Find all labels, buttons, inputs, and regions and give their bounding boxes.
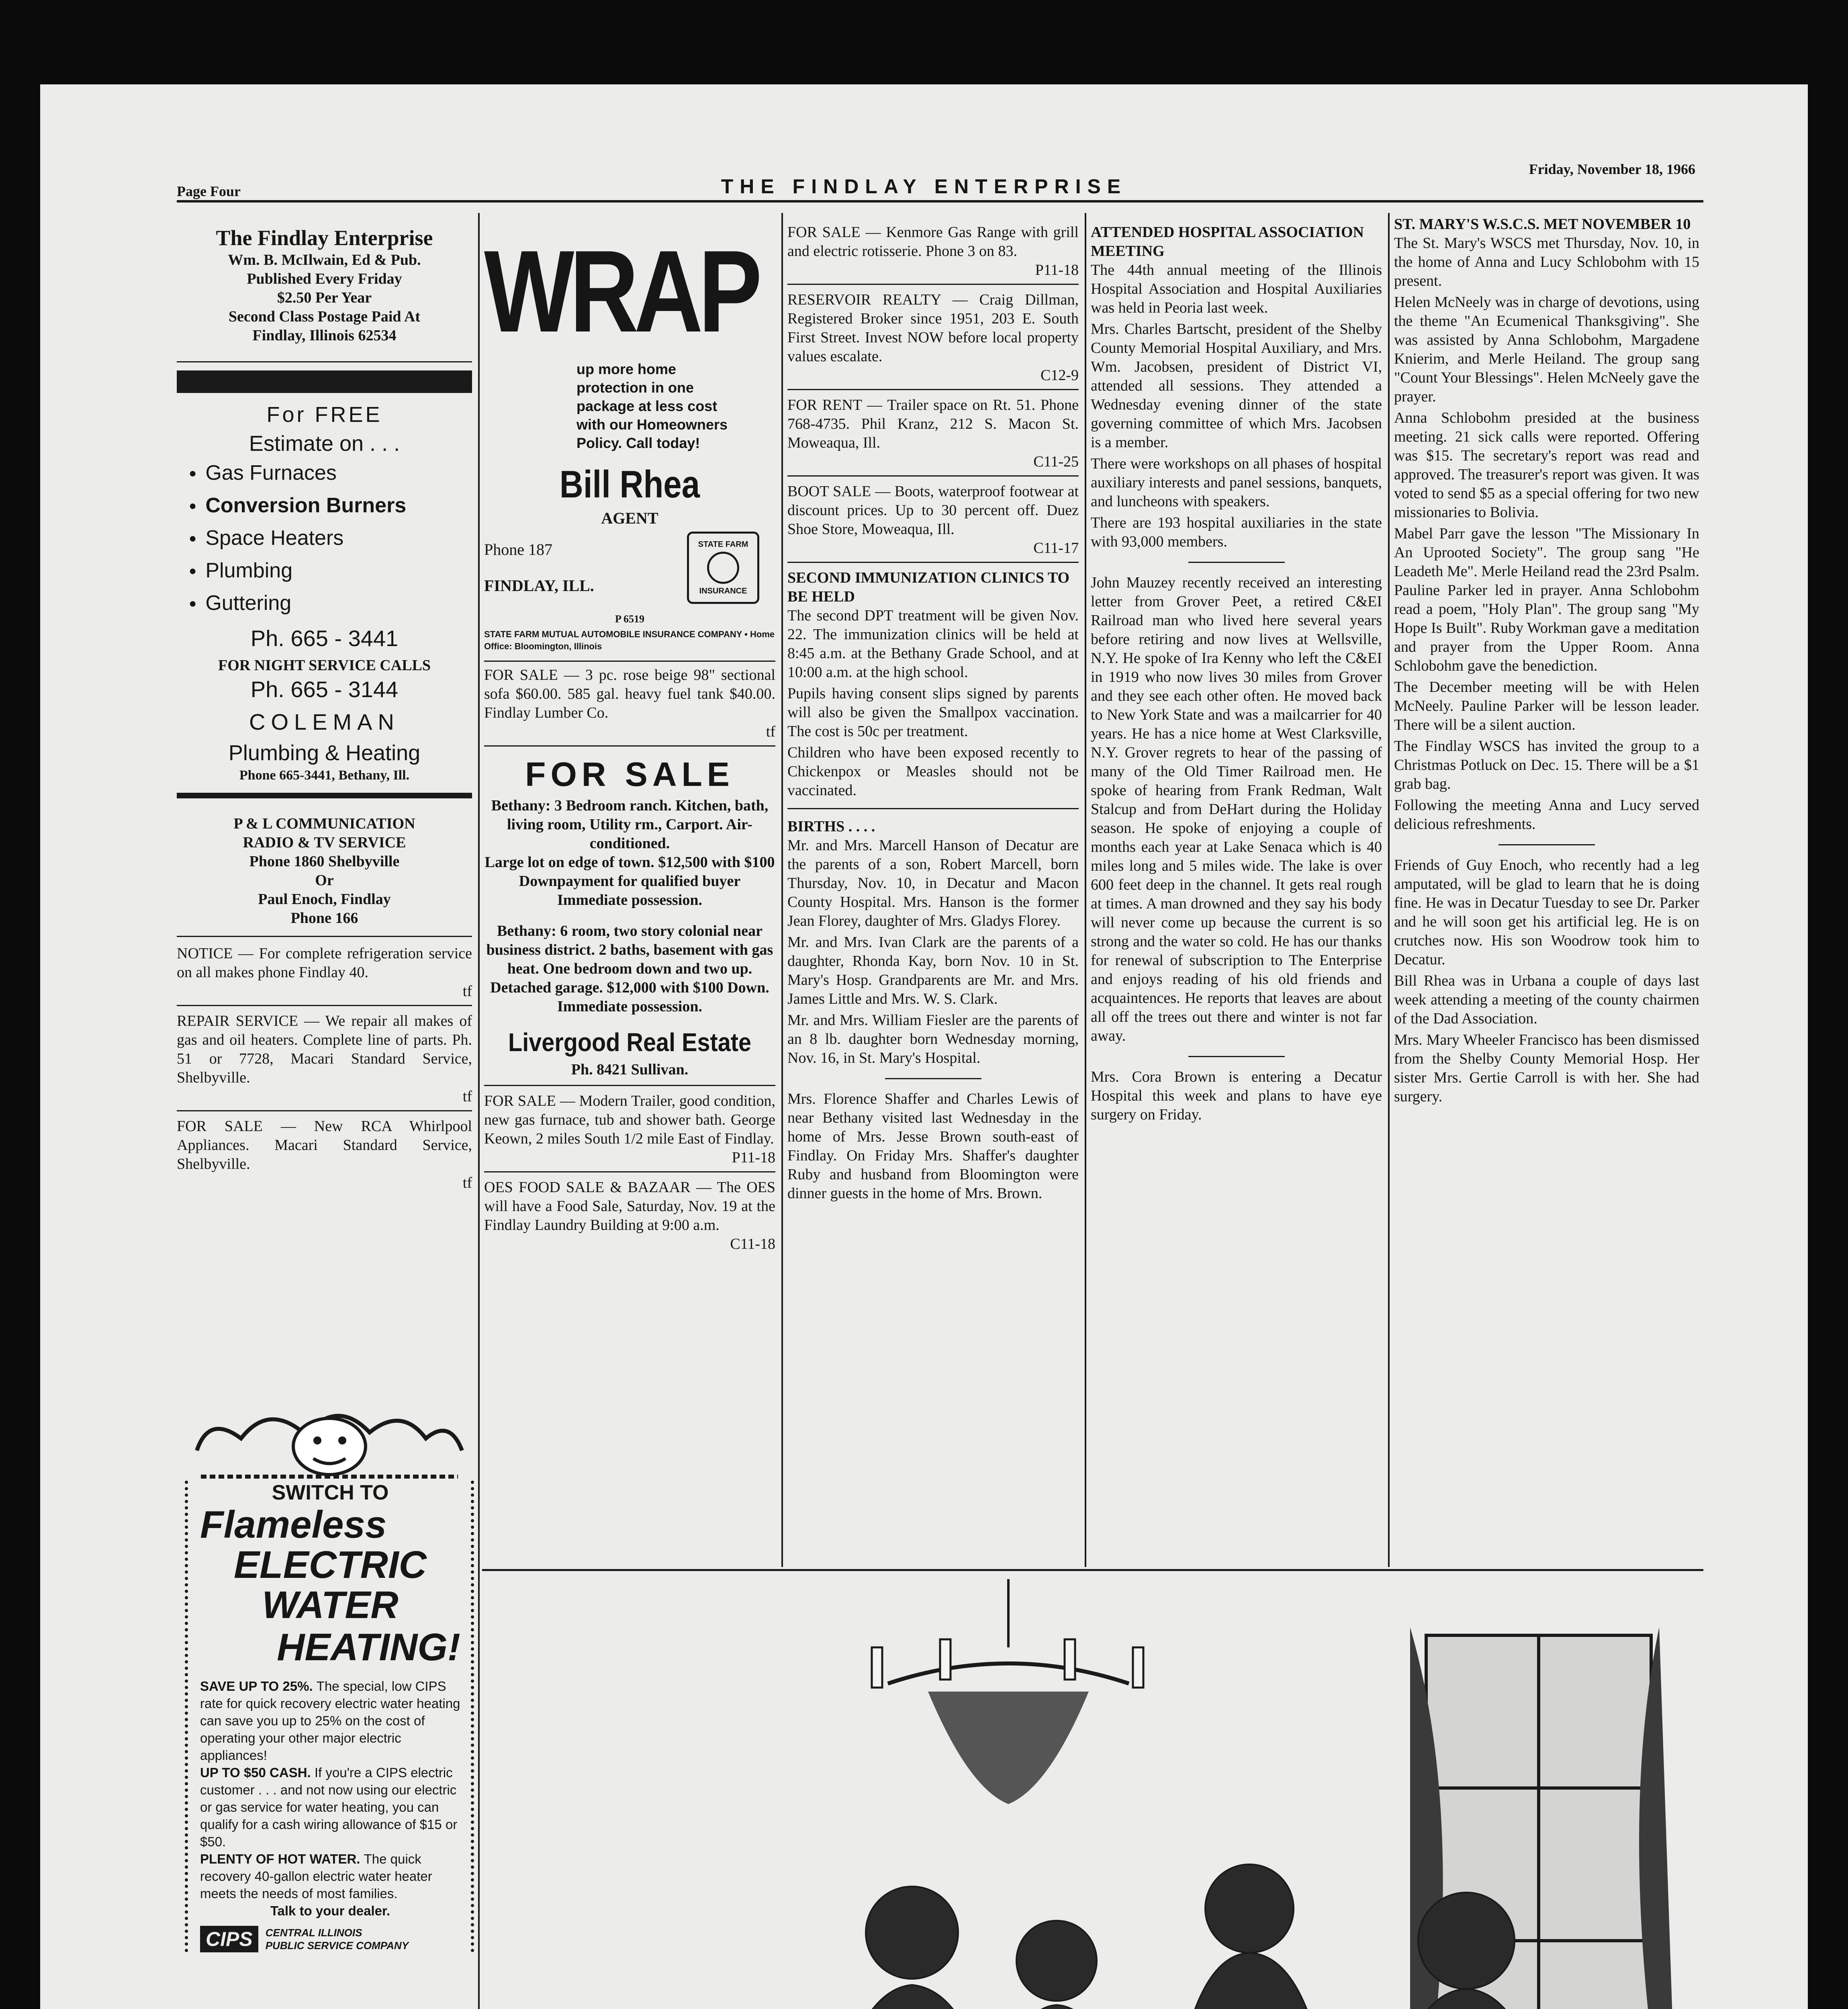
cips-para: PLENTY OF HOT WATER. The quick recovery 40-gallon electric water heater meets the needs of most families. (200, 1851, 432, 1901)
family-dinner-illustration (486, 1579, 1699, 2009)
column-divider (478, 213, 480, 2009)
enoch-item: Friends of Guy Enoch, who recently had a leg amputated, will be glad to learn that he is doing fine. He was in Decatur Tuesday to see Dr. Parker and he will soon get his artificial leg. He is on crutches now. His son Woodrow took him to Decatur. (1394, 857, 1699, 968)
headline-electric: ELECTRIC (234, 1543, 427, 1586)
cips-para: SAVE UP TO 25%. The special, low CIPS rate for quick recovery electric water heating can save you up to 25% on the cost of operating your other major electric appliances! (200, 1679, 460, 1763)
coleman-name: COLEMAN (249, 709, 400, 734)
phone-line: Ph. 665 - 3441 (250, 626, 399, 651)
editor-line: Wm. B. McIlwain, Ed & Pub. (228, 252, 421, 268)
pl-line: Paul Enoch, Findlay (258, 891, 391, 908)
ad-bar (177, 793, 472, 798)
classified-ad: FOR SALE — 3 pc. rose beige 98" sectional sofa $60.00. 585 gal. heavy fuel tank $40.00. Findlay Lumber Co. tf (484, 666, 775, 747)
classified-ad: NOTICE — For complete refrigeration service on all makes phone Findlay 40. tf (177, 944, 472, 1006)
service-item: ● Plumbing (189, 556, 472, 588)
wrap-pitch: up more home protection in one package at less cost with our Homeowners Policy. Call today! (576, 361, 728, 451)
service-list (177, 458, 472, 621)
for-sale-headline: FOR SALE (525, 755, 734, 793)
column-1 (177, 225, 472, 1202)
column-divider (1085, 213, 1086, 1567)
left-classifieds (177, 944, 472, 1197)
pl-line: Phone 1860 Shelbyville (249, 853, 400, 870)
coleman-business: Plumbing & Heating (228, 741, 421, 765)
headline-water: WATER (262, 1583, 399, 1626)
service-item: ● Space Heaters (189, 523, 472, 556)
cips-water-heater-ad (185, 1390, 474, 2009)
column-divider (1388, 213, 1390, 1567)
published-line: Published Every Friday (247, 270, 402, 287)
service-item: ● Guttering (189, 588, 472, 621)
service-item: ● Conversion Burners (189, 491, 472, 523)
pl-ad (177, 814, 472, 937)
wrap-company: STATE FARM MUTUAL AUTOMOBILE INSURANCE COMPANY • Home Office: Bloomington, Illinois (484, 629, 775, 651)
ad-top-rule (482, 1569, 1703, 1571)
estimate-on: Estimate on . . . (249, 432, 400, 456)
cips-para: UP TO $50 CASH. If you're a CIPS electric customer . . . and not now using our electric or gas service for water heating, you can qualify for a cash wiring allowance of $15 or $50. (200, 1765, 458, 1849)
column-4 (1091, 223, 1382, 1127)
article-headline: ATTENDED HOSPITAL ASSOCIATION MEETING (1091, 224, 1364, 260)
service-item: ● Gas Furnaces (189, 458, 472, 491)
wrap-headline: WRAP (484, 226, 758, 356)
classified-ad: REPAIR SERVICE — We repair all makes of gas and oil heaters. Complete line of parts. Ph. 51 or 7728, Macari Standard Service, Shelbyville. tf (177, 1012, 472, 1111)
column-2 (484, 225, 775, 1263)
wscs-article: ST. MARY'S W.S.C.S. MET NOVEMBER 10 The St. Mary's WSCS met Thursday, Nov. 10, in the home of Anna and Lucy Schlobohm with 15 present. Helen McNeely was in charge of devotions, using the theme "An Ecumenical Thanksgiving". She was assisted by Anna Schlobohm, Margadene Knierim, and Merle Heiland. The group sang "Count Your Blessings". Helen McNeely gave the prayer. Anna Schlobohm presided at the business meeting. 21 sick calls were reported. Offering was $15. The secretary's report was read and approved. The treasurer's report was given. It was voted to send $5 as a special offering for two new missionaries to Bolivia. Mabel Parr gave the lesson "The Missionary In An Uprooted Society". The group sang "He Leadeth Me". Merle Heiland read the 23rd Psalm. Pauline Parker led in prayer. Anna Schlobohm read a poem, "Holy Plan". The group sang "My Hope Is Built". Ruby Workman gave a meditation and prayer from the Upper Room. Anna Schlobohm gave the benediction. The December meeting will be with Helen McNeely. Pauline Parker will be lesson leader. There will be a silent auction. The Findlay WSCS has invited the group to a Christmas Potluck on Dec. 15. There will be a $1 grab bag. Following the meeting Anna and Lucy served delicious refreshments. (1394, 216, 1699, 833)
classified-ad: BOOT SALE — Boots, waterproof footwear at discount prices. Up to 30 percent off. Duez Shoe Store, Moweaqua, Ill. C11-17 (787, 482, 1079, 563)
cips-logo: CIPS (200, 1926, 258, 1952)
night-phone: Ph. 665 - 3144 (250, 677, 399, 702)
agent-phone: Phone 187 (484, 540, 552, 559)
column-3 (787, 223, 1079, 1205)
ad-bar (177, 370, 472, 393)
classified-ad: RESERVOIR REALTY — Craig Dillman, Registered Broker since 1951, 203 E. South First Street. Invest NOW before local property values escalate. C12-9 (787, 291, 1079, 390)
page-number: Page Four (177, 183, 241, 199)
livergood-ad (484, 752, 775, 1086)
cips-company: PUBLIC SERVICE COMPANY (265, 1939, 409, 1952)
price-line: $2.50 Per Year (277, 289, 372, 306)
thanksgiving-ad (486, 1579, 1699, 2009)
for-free: For FREE (266, 403, 382, 427)
classified-ad: OES FOOD SALE & BAZAAR — The OES will have a Food Sale, Saturday, Nov. 19 at the Findlay Laundry Building at 9:00 a.m. C11-18 (484, 1179, 775, 1252)
rhea-item: Bill Rhea was in Urbana a couple of days last week attending a meeting of the county chairmen of the Dad Association. (1394, 972, 1699, 1027)
article-headline: SECOND IMMUNIZATION CLINICS TO BE HELD (787, 569, 1070, 605)
pl-line: Phone 166 (290, 910, 358, 927)
classified-ad: FOR RENT — Trailer space on Rt. 51. Phone 768-4735. Phil Kranz, 212 S. Macon St. Moweaqua, Ill. C11-25 (787, 396, 1079, 477)
night-calls: FOR NIGHT SERVICE CALLS (218, 657, 431, 674)
coleman-contact: Phone 665-3441, Bethany, Ill. (239, 768, 410, 783)
classified-ad: FOR SALE — Modern Trailer, good condition, new gas furnace, tub and shower bath. George Keown, 2 miles South 1/2 mile East of Findlay. P11-18 (484, 1092, 775, 1172)
cips-talk: Talk to your dealer. (270, 1903, 390, 1918)
agent-label: AGENT (601, 509, 658, 527)
paper-name: The Findlay Enterprise (216, 226, 433, 250)
wrap-code: P 6519 (615, 613, 644, 625)
livergood-phone: Ph. 8421 Sullivan. (571, 1061, 689, 1078)
column-5 (1394, 215, 1699, 1109)
article-headline: BIRTHS . . . . (787, 818, 875, 835)
newspaper-title: THE FINDLAY ENTERPRISE (721, 175, 1127, 198)
coleman-ad (177, 370, 472, 798)
agent-town: FINDLAY, ILL. (484, 577, 594, 595)
masthead-box (177, 225, 472, 345)
headline-heating: HEATING! (277, 1626, 460, 1669)
births-article: BIRTHS . . . . Mr. and Mrs. Marcell Hanson of Decatur are the parents of a son, Robert Marcell, born Thursday, Nov. 10, in Decatur and Macon County Hospital. Mrs. Hanson is the former Jean Florey, daughter of Mrs. Gladys Florey. Mr. and Mrs. Ivan Clark are the parents of a daughter, Rhonda Kay, born Nov. 10 in St. Mary's Hosp. Grandparents are Mr. and Mrs. James Little and Mrs. W. S. Clark. Mr. and Mrs. William Fiesler are the parents of an 8 lb. daughter born Wednesday morning, Nov. 16, in St. Mary's Hospital. Mrs. Florence Shaffer and Charles Lewis of near Bethany visited last Wednesday in the home of Mrs. Jesse Brown south-east of Findlay. On Friday Mrs. Shaffer's daughter Ruby and husband from Bloomington were dinner guests in the home of Mrs. Brown. (787, 817, 1079, 1203)
switch-to: SWITCH TO (272, 1481, 389, 1504)
listing-1: Bethany: 3 Bedroom ranch. Kitchen, bath, living room, Utility rm., Carport. Air-conditioned. (491, 797, 769, 852)
shaffer-item: Mrs. Florence Shaffer and Charles Lewis of near Bethany visited last Wednesday in the home of Mrs. Jesse Brown south-east of Findlay. On Friday Mrs. Shaffer's daughter Ruby and husband from Bloomington were dinner guests in the home of Mrs. Brown. (787, 1090, 1079, 1202)
pl-line: Or (315, 872, 334, 889)
listing-1-price: Large lot on edge of town. $12,500 with $100 Downpayment for qualified buyer Immediate possession. (484, 854, 775, 908)
wrap-insurance-ad (484, 225, 775, 661)
cartoon-mascot-icon (185, 1390, 474, 1483)
headline-flameless: Flameless (200, 1503, 387, 1546)
listing-2: Bethany: 6 room, two story colonial near business district. 2 baths, basement with gas heat. One bedroom down and two up. Detached garage. $12,000 with $100 Down. Immediate possession. (486, 923, 773, 1015)
header-rule (177, 200, 1703, 203)
livergood-name: Livergood Real Estate (508, 1028, 751, 1057)
state-farm-logo-icon: STATE FARM INSURANCE (687, 532, 759, 604)
francisco-item: Mrs. Mary Wheeler Francisco has been dismissed from the Shelby County Memorial Hosp. Her sister Mrs. Gertie Carroll is with her. She had surgery. (1394, 1031, 1699, 1105)
pl-line: P & L COMMUNICATION (233, 815, 415, 832)
immunization-article: SECOND IMMUNIZATION CLINICS TO BE HELD The second DPT treatment will be given Nov. 22. The immunization clinics will be held at 8:45 a.m. at the Bethany Grade School, and at 10:00 a.m. at the high school. Pupils having consent slips signed by parents will also be given the Smallpox vaccination. The cost is 50c per treatment. Children who have been exposed recently to Chickenpox or Measles should not be vaccinated. (787, 569, 1079, 799)
mauzey-item: John Mauzey recently received an interesting letter from Grover Peet, a retired C&EI Railroad man who lived here several years before retiring and now lives at Wellsville, N.Y. He spoke of Ira Kenny who left the C&EI in 1919 who now lives 30 miles from Grover and they see each other often. He moved back to New York State and was a mailcarrier for 40 years. He has a nice home at West Clarksville, N.Y. Grover regrets to hear of the passing of many of the Old Timer Railroad men. He spoke of hearing from Frank Redman, Walt Stalcup and from DeHart during the Holiday season. He spoke of enjoying a couple of months each year at Lake Senaca which is 40 miles long and 5 miles wide. The lake is over 600 feet deep in the channel. It gets real rough at times. A man drowned and they say his body will never come up because the current is so strong and the water so cold. He has our thanks for renewal of subscription to The Enterprise and enjoys reading of his old friends and acquaintences. He reports that leaves are about all off the trees out there and winter is not far away. (1091, 574, 1382, 1044)
hospital-article: ATTENDED HOSPITAL ASSOCIATION MEETING The 44th annual meeting of the Illinois Hospital Association and Hospital Auxiliaries was held in Peoria last week. Mrs. Charles Bartscht, president of the Shelby County Memorial Hospital Auxiliary, and Mrs. Wm. Jacobsen, president of District VI, attended all sessions. They attended a Wednesday evening dinner of the state governing committee of which Mrs. Jacobsen is a member. There were workshops on all phases of hospital auxiliary interests and panel sessions, banquets, and luncheons with speakers. There are 193 hospital auxiliaries in the state with 93,000 members. (1091, 224, 1382, 550)
article-headline: ST. MARY'S W.S.C.S. MET NOVEMBER 10 (1394, 216, 1691, 233)
pl-line: RADIO & TV SERVICE (243, 834, 406, 851)
cips-company: CENTRAL ILLINOIS (265, 1927, 362, 1939)
brown-item: Mrs. Cora Brown is entering a Decatur Hospital this week and plans to have eye surgery on Friday. (1091, 1068, 1382, 1123)
classified-ad: FOR SALE — New RCA Whirlpool Appliances. Macari Standard Service, Shelbyville. tf (177, 1118, 472, 1191)
cips-logo-block (200, 1926, 460, 1952)
classified-ad: FOR SALE — Kenmore Gas Range with grill and electric rotisserie. Phone 3 on 83. P11-18 (787, 223, 1079, 285)
place-line: Findlay, Illinois 62534 (252, 327, 397, 344)
issue-date: Friday, November 18, 1966 (1529, 161, 1695, 177)
column-divider (781, 213, 783, 1567)
postage-line: Second Class Postage Paid At (228, 308, 421, 325)
agent-name: Bill Rhea (559, 463, 700, 506)
